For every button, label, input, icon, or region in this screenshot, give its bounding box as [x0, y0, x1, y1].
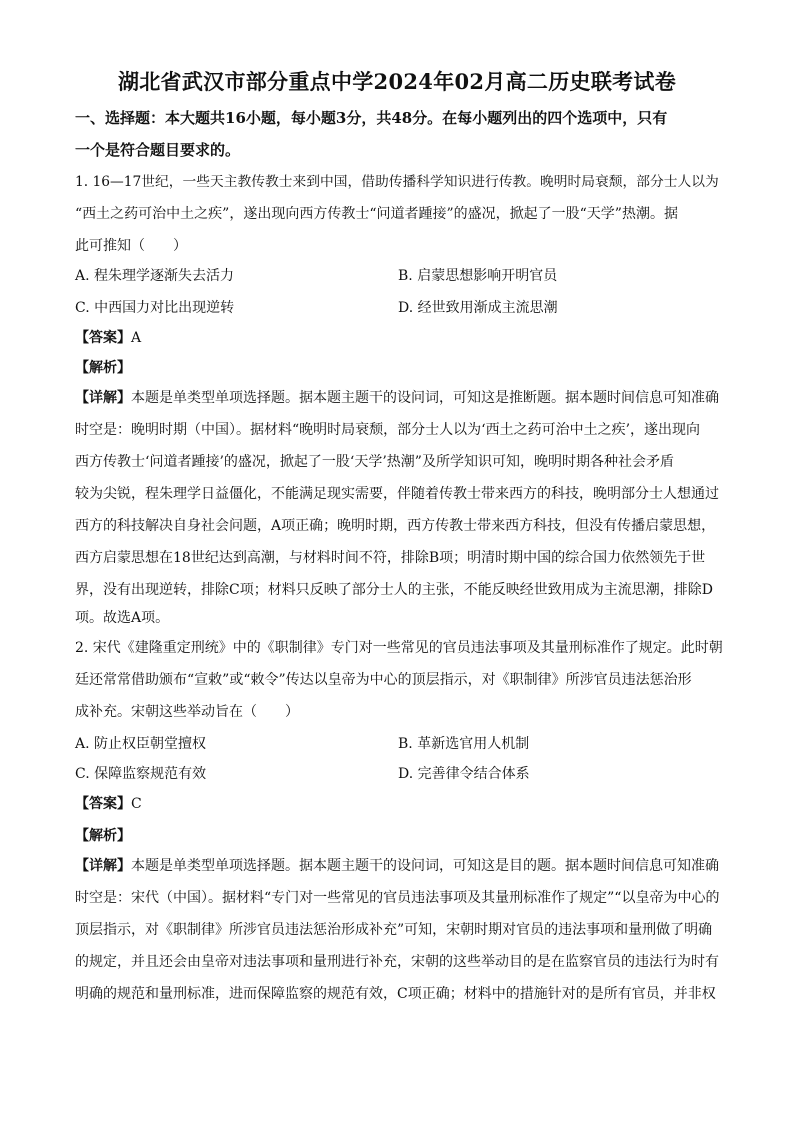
q1-option-c: C. 中西国力对比出现逆转 — [75, 300, 235, 316]
q1-detail-line-2: 时空是：晚明时期（中国）。据材料“晚明时局衰颓，部分士人以为‘西土之药可治中土之疾’，遂出现向 — [75, 422, 701, 438]
q1-detail-line-6: 西方启蒙思想在18世纪达到高潮，与材料时间不符，排除B项；明清时期中国的综合国力依然领先于世 — [75, 550, 706, 566]
q2-answer — [75, 794, 725, 814]
q1-answer-value: A — [131, 330, 142, 346]
q1-detail-line-3: 西方传教士‘问道者踵接’的盛况，掀起了一股‘天学’热潮”及所学知识可知，晚明时期各种社会矛盾 — [75, 454, 674, 470]
q2-detail-line-2: 时空是：宋代（中国）。据材料“专门对一些常见的官员违法事项及其量刑标准作了规定”“以皇帝为中心的 — [75, 890, 720, 906]
q2-detail-line-1 — [75, 856, 725, 876]
q2-detail-line-3: 顶层指示，对《职制律》所涉官员违法惩治形成补充”可知，宋朝时期对官员的违法事项和量刑做了明确 — [75, 922, 713, 938]
q1-detail-text-1: 本题是单类型单项选择题。据本题主题干的设问词，可知这是推断题。据本题时间信息可知准确 — [131, 390, 719, 406]
section-instructions-line-1: 一、选择题：本大题共16小题，每小题3分，共48分。在每小题列出的四个选项中，只有 — [75, 109, 668, 127]
q1-option-d: D. 经世致用渐成主流思潮 — [398, 300, 558, 316]
q1-option-a: A. 程朱理学逐渐失去活力 — [75, 268, 235, 284]
q1-detail-line-8: 项。故选A项。 — [75, 610, 170, 626]
q1-answer — [75, 328, 725, 348]
q1-option-b: B. 启蒙思想影响开明官员 — [398, 268, 558, 284]
q2-detail-label: 【详解】 — [75, 858, 131, 874]
q1-detail-line-7: 界，没有出现逆转，排除C项；材料只反映了部分士人的主张，不能反映经世致用成为主流思潮，排除D — [75, 582, 713, 598]
q2-analysis-label: 【解析】 — [75, 828, 131, 844]
q1-detail-line-5: 西方的科技解决自身社会问题，A项正确；晚明时期，西方传教士带来西方科技，但没有传播启蒙思想， — [75, 518, 716, 534]
q1-detail-label: 【详解】 — [75, 390, 131, 406]
q2-answer-value: C — [131, 796, 142, 812]
q2-stem-line-1: 2. 宋代《建隆重定刑统》中的《职制律》专门对一些常见的官员违法事项及其量刑标准作了规定。此时朝 — [75, 640, 723, 656]
q2-detail-line-5: 明确的规范和量刑标准，进而保障监察的规范有效，C项正确；材料中的措施针对的是所有官员，并非权 — [75, 986, 716, 1002]
section-instructions-line-2: 一个是符合题目要求的。 — [75, 141, 241, 159]
q2-detail-text-1: 本题是单类型单项选择题。据本题主题干的设问词，可知这是目的题。据本题时间信息可知准确 — [131, 858, 719, 874]
q1-detail-line-1 — [75, 388, 725, 408]
q2-option-d: D. 完善律令结合体系 — [398, 766, 530, 782]
q2-detail-line-4: 的规定，并且还会由皇帝对违法事项和量刑进行补充，宋朝的这些举动目的是在监察官员的违法行为时有 — [75, 954, 719, 970]
q1-stem-line-2: “西土之药可治中土之疾”，遂出现向西方传教士“问道者踵接”的盛况，掀起了一股“天学”热潮。据 — [75, 206, 678, 222]
q1-answer-label: 【答案】 — [75, 330, 131, 346]
q1-detail-line-4: 较为尖锐，程朱理学日益僵化，不能满足现实需要，伴随着传教士带来西方的科技，晚明部分士人想通过 — [75, 486, 719, 502]
q2-stem-line-3: 成补充。宋朝这些举动旨在（ ） — [75, 704, 299, 720]
q1-stem-line-1: 1. 16—17世纪，一些天主教传教士来到中国，借助传播科学知识进行传教。晚明时局衰颓，部分士人以为 — [75, 174, 719, 190]
q2-option-a: A. 防止权臣朝堂擅权 — [75, 736, 207, 752]
q2-stem-line-2: 廷还常常借助颁布“宣敕”或“敕令”传达以皇帝为中心的顶层指示，对《职制律》所涉官员违法惩治形 — [75, 672, 692, 688]
page-title: 湖北省武汉市部分重点中学2024年02月高二历史联考试卷 — [117, 69, 677, 94]
q2-answer-label: 【答案】 — [75, 796, 131, 812]
q2-option-c: C. 保障监察规范有效 — [75, 766, 207, 782]
q1-analysis-label: 【解析】 — [75, 360, 131, 376]
q1-stem-line-3: 此可推知（ ） — [75, 238, 187, 254]
q2-option-b: B. 革新选官用人机制 — [398, 736, 530, 752]
